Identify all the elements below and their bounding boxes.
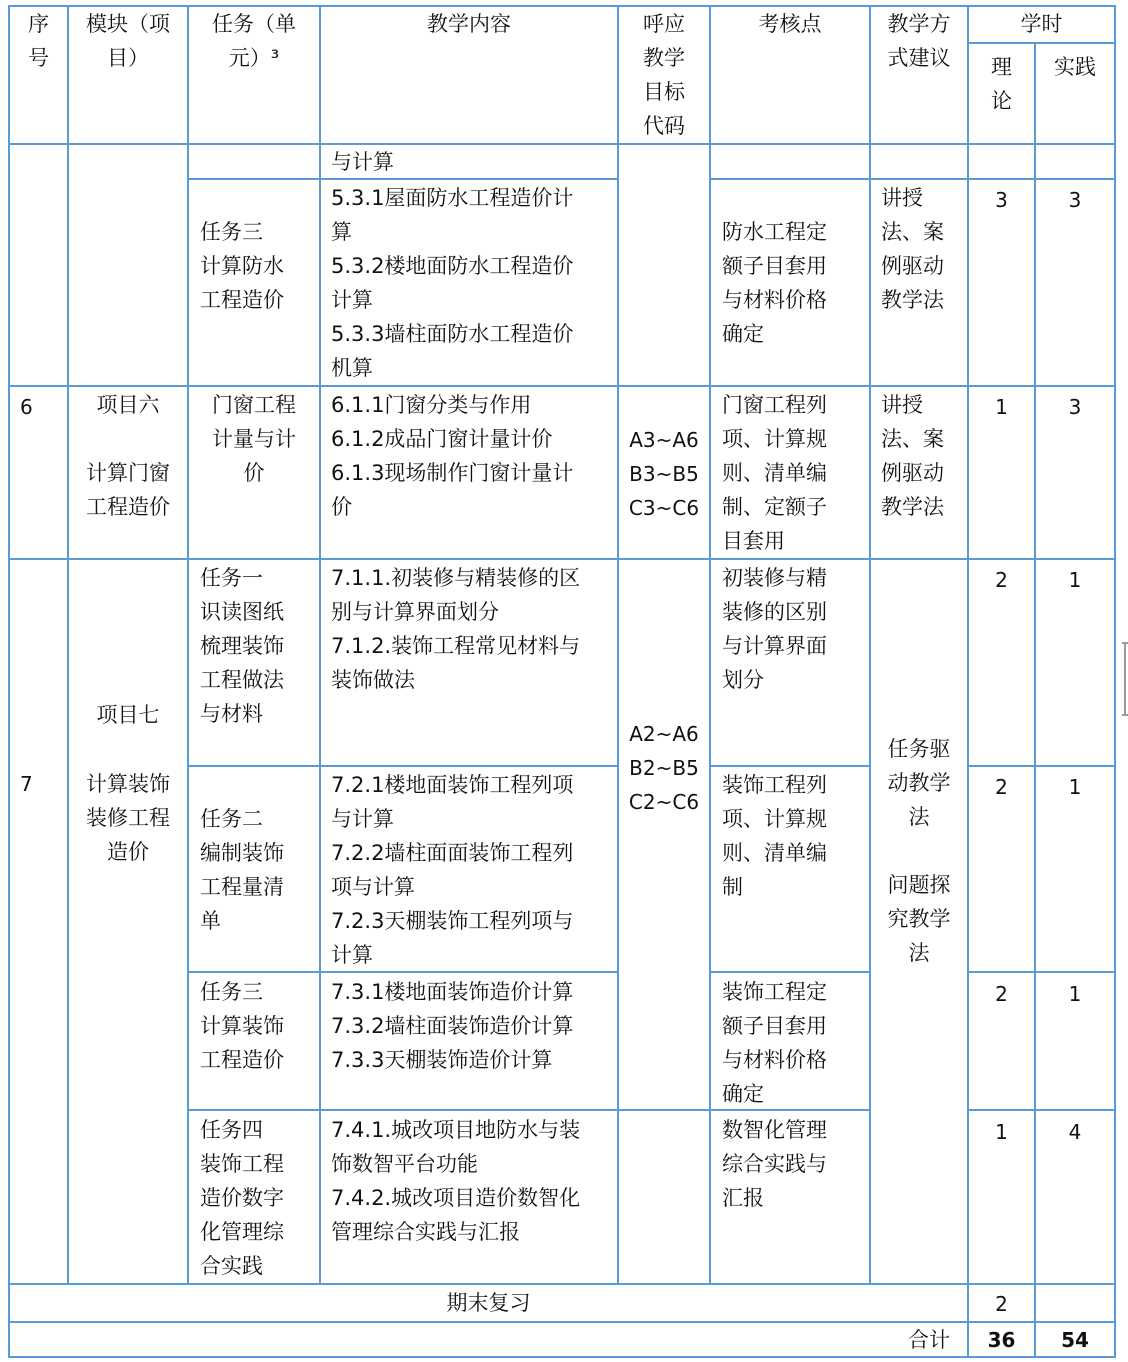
practice-hours: 1 [1068,982,1082,1006]
col-line [319,5,321,1285]
method-cell: 任务驱 动教学 法 问题探 究教学 法 [887,737,951,965]
assessment-cell: 装饰工程定 额子目套用 与材料价格 确定 [722,980,827,1106]
row-line [968,42,1116,44]
assessment-cell: 初装修与精 装修的区别 与计算界面 划分 [722,566,827,692]
theory-hours: 3 [995,188,1008,212]
content-cell: 6.1.1门窗分类与作用 6.1.2成品门窗计量计价 6.1.3现场制作门窗计量计 价 [331,393,574,519]
header-practice: 实践 [1054,55,1096,79]
practice-hours: 1 [1068,775,1082,799]
assessment-cell: 数智化管理 综合实践与 汇报 [722,1118,827,1210]
practice-hours: 1 [1068,568,1082,592]
header-theory: 理 论 [991,55,1012,113]
page-edge-mark [1124,644,1126,714]
header-task: 任务（单 元）³ [212,12,296,70]
seq-cell: 7 [20,772,33,796]
theory-hours: 1 [995,395,1008,419]
header-seq: 序 号 [28,12,49,70]
content-cell: 7.4.1.城改项目地防水与装 饰数智平台功能 7.4.2.城改项目造价数智化 管理综合实践与汇报 [331,1118,581,1244]
module-cell-bottom: 计算装饰 装修工程 造价 [86,772,170,864]
row-line [8,558,1116,560]
row-line [8,1283,1116,1285]
total-theory: 36 [987,1328,1016,1352]
total-label: 合计 [908,1328,950,1352]
col-line [187,5,189,1285]
row-line [968,971,1116,973]
assessment-cell: 门窗工程列 项、计算规 则、清单编 制、定额子 目套用 [722,393,827,553]
row-line [710,971,870,973]
row-line [188,178,618,180]
row-line [710,178,1116,180]
course-schedule-table [8,5,1116,1358]
practice-hours: 4 [1068,1120,1082,1144]
header-module: 模块（项 目） [86,12,170,70]
task-cell: 任务三 计算装饰 工程造价 [200,980,284,1072]
task-cell: 任务二 编制装饰 工程量清 单 [200,807,284,933]
task-cell: 门窗工程 计量与计 价 [212,393,296,485]
col-line [67,5,69,1285]
task-cell: 任务三 计算防水 工程造价 [200,220,284,312]
total-practice: 54 [1061,1328,1089,1352]
col-line [617,5,619,1285]
col-line [869,5,871,1285]
module-cell-top: 项目七 [96,703,160,727]
seq-cell: 6 [20,395,33,419]
assessment-cell: 防水工程定 额子目套用 与材料价格 确定 [722,220,827,346]
col-line [1034,42,1036,1358]
assessment-cell: 装饰工程列 项、计算规 则、清单编 制 [722,773,827,899]
row-line [968,1109,1116,1111]
task-cell: 任务一 识读图纸 梳理装饰 工程做法 与材料 [200,566,284,726]
theory-hours: 2 [995,982,1008,1006]
theory-hours: 1 [995,1120,1008,1144]
content-continuation: 与计算 [331,150,394,174]
header-assessment: 考核点 [758,12,822,36]
row-line [968,765,1116,767]
header-content: 教学内容 [427,12,511,36]
header-target-code: 呼应 教学 目标 代码 [643,12,685,138]
method-cell: 讲授 法、案 例驱动 教学法 [881,186,944,312]
header-method: 教学方 式建议 [887,12,951,70]
content-cell: 5.3.1屋面防水工程造价计 算 5.3.2楼地面防水工程造价 计算 5.3.3墙柱面防水工程造价 机算 [331,186,574,380]
theory-hours: 2 [995,775,1008,799]
col-line [8,5,10,1358]
final-review-label: 期末复习 [446,1291,531,1315]
content-cell: 7.3.1楼地面装饰造价计算 7.3.2墙柱面装饰造价计算 7.3.3天棚装饰造价计算 [331,980,574,1072]
content-cell: 7.2.1楼地面装饰工程列项 与计算 7.2.2墙柱面面装饰工程列 项与计算 7.2.3天棚装饰工程列项与 计算 [331,773,574,967]
module-cell: 项目六 计算门窗 工程造价 [86,393,170,519]
practice-hours: 3 [1068,188,1082,212]
row-line [710,765,870,767]
final-review-theory: 2 [995,1292,1008,1316]
theory-hours: 2 [995,568,1008,592]
header-hours: 学时 [1020,12,1063,36]
target-code-cell: A3~A6 B3~B5 C3~C6 [628,428,700,520]
col-line [1114,5,1116,1358]
col-line [709,5,711,1285]
row-line [8,143,1116,145]
method-cell: 讲授 法、案 例驱动 教学法 [881,393,944,519]
target-code-cell: A2~A6 B2~B5 C2~C6 [628,722,700,814]
content-cell: 7.1.1.初装修与精装修的区 别与计算界面划分 7.1.2.装饰工程常见材料与 装饰做法 [331,566,581,692]
row-line [8,385,1116,387]
row-line [188,765,618,767]
page-edge-mark [1122,714,1128,716]
task-cell: 任务四 装饰工程 造价数字 化管理综 合实践 [200,1118,284,1278]
practice-hours: 3 [1068,395,1082,419]
